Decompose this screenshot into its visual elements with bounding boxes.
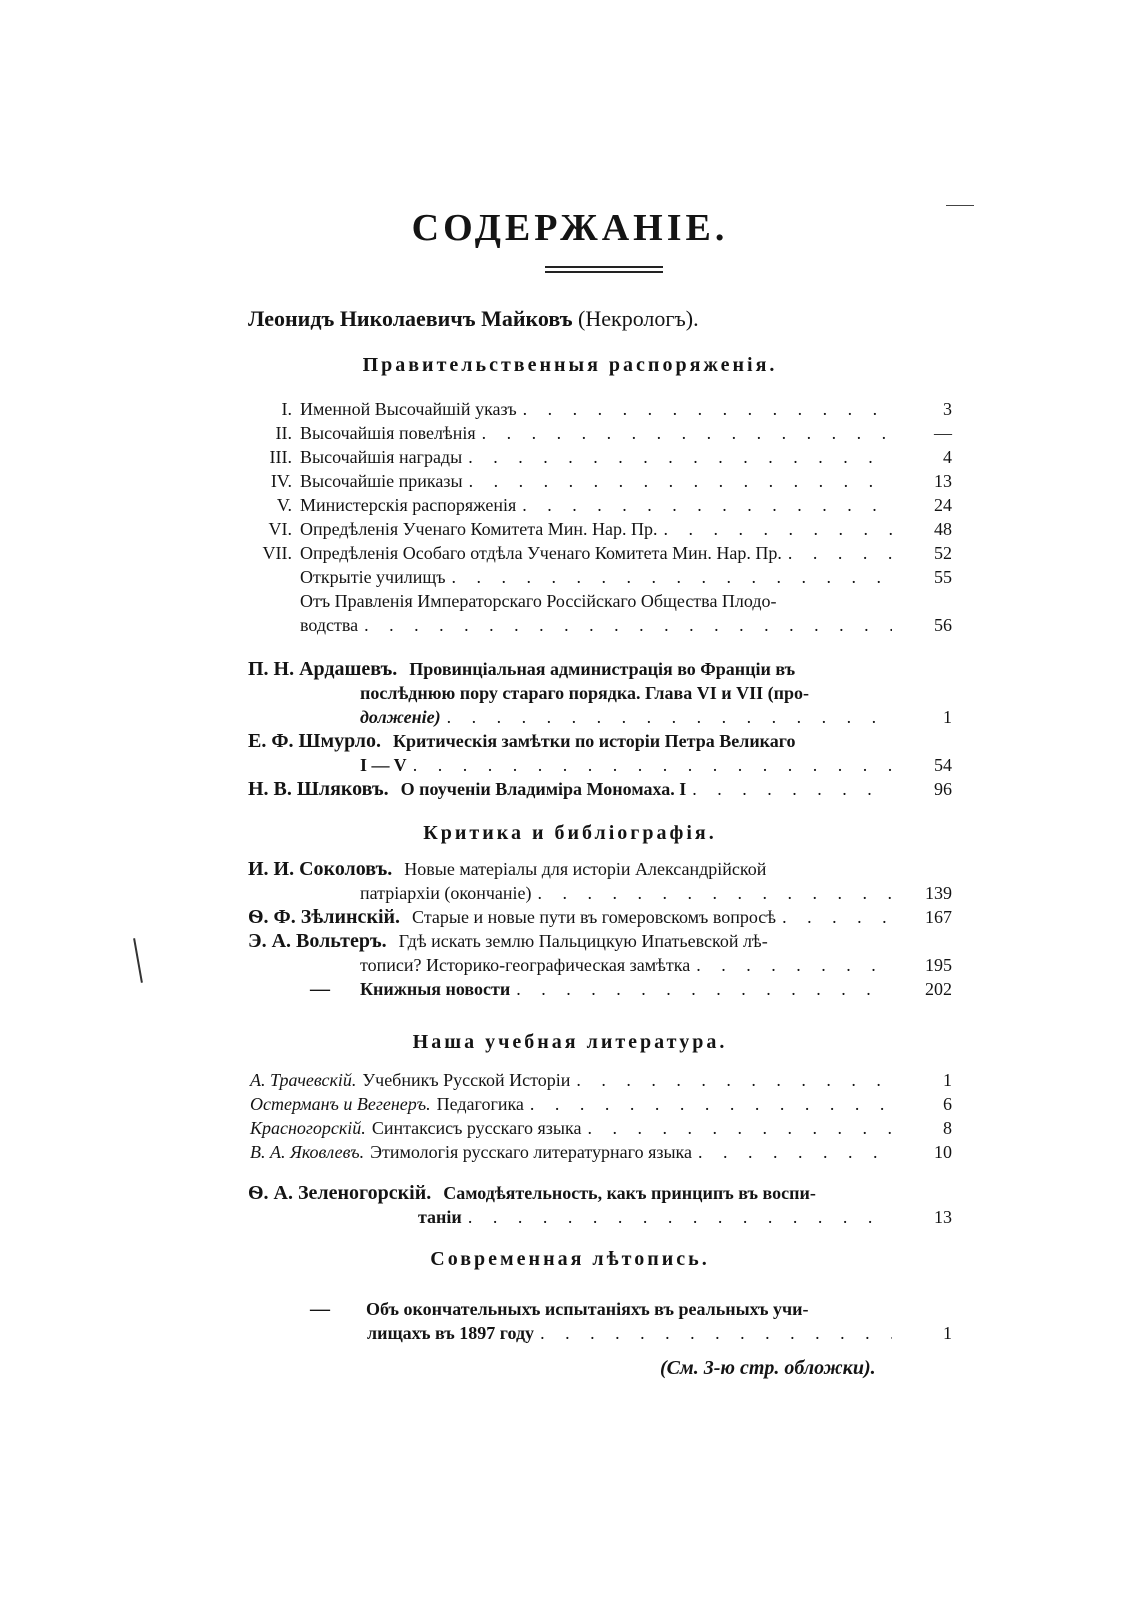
article-author: Е. Ф. Шмурло.	[248, 730, 381, 752]
toc-page: 52	[934, 543, 952, 563]
article-author: Ѳ. Ф. Зѣлинскій.	[248, 906, 401, 928]
toc-num: V.	[276, 495, 292, 515]
dot-leader	[782, 905, 892, 929]
article-title: патріархіи (окончаніе)	[360, 883, 532, 903]
toc-page: 8	[943, 1118, 952, 1138]
title-rule	[545, 271, 663, 273]
article-entry[interactable]	[310, 977, 952, 1001]
toc-page: 48	[934, 519, 952, 539]
dot-leader	[413, 753, 892, 777]
lit-author: А. Трачевскій.	[250, 1070, 357, 1090]
dot-leader	[530, 1092, 892, 1116]
toc-row[interactable]	[240, 565, 952, 589]
title-rule	[545, 266, 663, 268]
toc-num: VII.	[262, 543, 292, 563]
toc-row[interactable]	[240, 517, 952, 541]
toc-page: 202	[925, 979, 952, 999]
toc-page: 3	[943, 399, 952, 419]
toc-page: 195	[925, 955, 952, 975]
toc-text: Опредѣленія Особаго отдѣла Ученаго Комитета Мин. Нар. Пр.	[300, 543, 782, 563]
toc-row[interactable]	[250, 1068, 952, 1092]
toc-page: 96	[934, 779, 952, 799]
toc-text: Высочайшія награды	[300, 447, 463, 467]
article-entry-cont	[360, 681, 952, 705]
article-title: Новые матеріалы для исторіи Александрійской	[404, 859, 767, 879]
toc-page: 4	[943, 447, 952, 467]
footnote: (См. 3-ю стр. обложки).	[660, 1357, 876, 1379]
toc-text: Именной Высочайшій указъ	[300, 399, 517, 419]
toc-page: —	[934, 423, 952, 443]
section-heading-lit: Наша учебная литература.	[412, 1031, 728, 1053]
toc-page: 1	[943, 1323, 952, 1343]
article-entry[interactable]	[248, 657, 952, 681]
article-entry[interactable]	[310, 1297, 952, 1321]
dot-leader	[452, 565, 892, 589]
toc-page: 10	[934, 1142, 952, 1162]
dot-leader	[692, 777, 892, 801]
toc-page: 54	[934, 755, 952, 775]
toc-row[interactable]	[240, 421, 952, 445]
toc-page: 1	[943, 1070, 952, 1090]
article-author: Ѳ. А. Зеленогорскій.	[248, 1182, 432, 1204]
article-entry-cont	[360, 753, 952, 777]
article-title: I — V	[360, 755, 407, 775]
dot-leader	[468, 445, 892, 469]
toc-num: IV.	[270, 471, 292, 491]
lit-title: Педагогика	[436, 1094, 524, 1114]
article-title: таніи	[418, 1207, 462, 1227]
article-title: лищахъ въ 1897 году	[367, 1323, 535, 1343]
lit-author: Красногорскій.	[250, 1118, 366, 1138]
toc-page: 139	[925, 883, 952, 903]
toc-text: водства	[300, 615, 359, 635]
toc-page: 167	[925, 907, 952, 927]
article-title: Критическія замѣтки по исторіи Петра Великаго	[392, 731, 796, 751]
toc-row[interactable]	[240, 397, 952, 421]
article-entry[interactable]	[248, 905, 952, 929]
toc-num: I.	[281, 399, 292, 419]
article-entry[interactable]	[248, 929, 952, 953]
toc-row[interactable]	[240, 445, 952, 469]
article-entry-cont	[418, 1205, 952, 1229]
article-author: —	[310, 978, 330, 1000]
toc-row[interactable]	[240, 589, 952, 613]
article-author: —	[310, 1298, 330, 1320]
toc-text: Отъ Правленія Императорскаго Россійскаго Общества Плодо-	[300, 591, 777, 611]
toc-page: 6	[943, 1094, 952, 1114]
dot-leader	[522, 493, 892, 517]
dot-leader	[516, 977, 892, 1001]
dot-leader	[540, 1321, 892, 1345]
article-title: О поученіи Владиміра Мономаха. I	[400, 779, 687, 799]
toc-page: 24	[934, 495, 952, 515]
dot-leader	[698, 1140, 892, 1164]
article-entry[interactable]	[248, 1181, 952, 1205]
section-heading-chron: Современная лѣтопись.	[430, 1248, 710, 1270]
toc-num: II.	[275, 423, 292, 443]
toc-row[interactable]	[240, 493, 952, 517]
toc-page: 55	[934, 567, 952, 587]
article-author: Э. А. Вольтеръ.	[248, 930, 387, 952]
toc-page: 13	[934, 1207, 952, 1227]
toc-num: VI.	[268, 519, 292, 539]
page-title: СОДЕРЖАНІЕ.	[411, 207, 729, 249]
dot-leader	[537, 881, 892, 905]
article-author: Н. В. Шляковъ.	[248, 778, 389, 800]
margin-mark	[946, 205, 974, 206]
toc-num: III.	[269, 447, 292, 467]
article-entry[interactable]	[248, 777, 952, 801]
article-entry-cont	[360, 953, 952, 977]
dot-leader	[447, 705, 892, 729]
article-title: долженіе)	[360, 707, 441, 727]
toc-text: Опредѣленія Ученаго Комитета Мин. Нар. Пр.	[300, 519, 658, 539]
lit-author: В. А. Яковлевъ.	[250, 1142, 365, 1162]
toc-page: 1	[943, 707, 952, 727]
dot-leader	[523, 397, 892, 421]
article-title: Провинціальная администрація во Франціи въ	[409, 659, 796, 679]
article-title: Самодѣятельность, какъ принципъ въ воспи-	[443, 1183, 816, 1203]
article-entry-cont	[360, 881, 952, 905]
article-title: тописи? Историко-географическая замѣтка	[360, 955, 691, 975]
section-heading-crit: Критика и библіографія.	[423, 822, 717, 844]
dot-leader	[469, 469, 892, 493]
toc-row[interactable]	[250, 1116, 952, 1140]
dot-leader	[468, 1205, 892, 1229]
toc-page: 13	[934, 471, 952, 491]
obituary-entry[interactable]	[248, 306, 699, 332]
toc-text: Высочайшіе приказы	[300, 471, 463, 491]
toc-text: Министерскія распоряженія	[300, 495, 517, 515]
article-entry[interactable]	[248, 857, 952, 881]
margin-mark	[133, 938, 143, 983]
lit-title: Учебникъ Русской Исторіи	[362, 1070, 571, 1090]
article-entry-cont	[360, 705, 952, 729]
section-heading-gov: Правительственныя распоряженія.	[362, 354, 778, 376]
article-title: Книжныя новости	[360, 979, 511, 999]
toc-text: Высочайшія повелѣнія	[300, 423, 476, 443]
dot-leader	[482, 421, 892, 445]
article-entry-cont	[367, 1321, 952, 1345]
lit-title: Синтаксисъ русскаго языка	[371, 1118, 582, 1138]
toc-row[interactable]	[240, 469, 952, 493]
toc-page: 56	[934, 615, 952, 635]
toc-row[interactable]	[250, 1140, 952, 1164]
article-title: Старые и новые пути въ гомеровскомъ вопросѣ	[412, 907, 777, 927]
article-entry[interactable]	[248, 729, 952, 753]
article-title: послѣднюю пору стараго порядка. Глава VI и VII (про-	[360, 683, 809, 703]
dot-leader	[587, 1116, 892, 1140]
dot-leader	[576, 1068, 892, 1092]
article-author: И. И. Соколовъ.	[248, 858, 393, 880]
lit-title: Этимологія русскаго литературнаго языка	[370, 1142, 693, 1162]
lit-author: Остерманъ и Вегенеръ.	[250, 1094, 431, 1114]
dot-leader	[664, 517, 892, 541]
article-title: Объ окончательныхъ испытаніяхъ въ реальныхъ учи-	[366, 1299, 809, 1319]
toc-row[interactable]	[250, 1092, 952, 1116]
obituary-note: (Некрологъ).	[578, 306, 699, 331]
dot-leader	[696, 953, 892, 977]
dot-leader	[364, 613, 892, 637]
article-author: П. Н. Ардашевъ.	[248, 658, 398, 680]
article-title: Гдѣ искать землю Пальцицкую Ипатьевской лѣ-	[398, 931, 768, 951]
toc-text: Открытіе училищъ	[300, 567, 446, 587]
toc-row[interactable]	[240, 613, 952, 637]
obituary-author: Леонидъ Николаевичъ Майковъ	[248, 306, 573, 331]
dot-leader	[788, 541, 892, 565]
toc-row[interactable]	[240, 541, 952, 565]
